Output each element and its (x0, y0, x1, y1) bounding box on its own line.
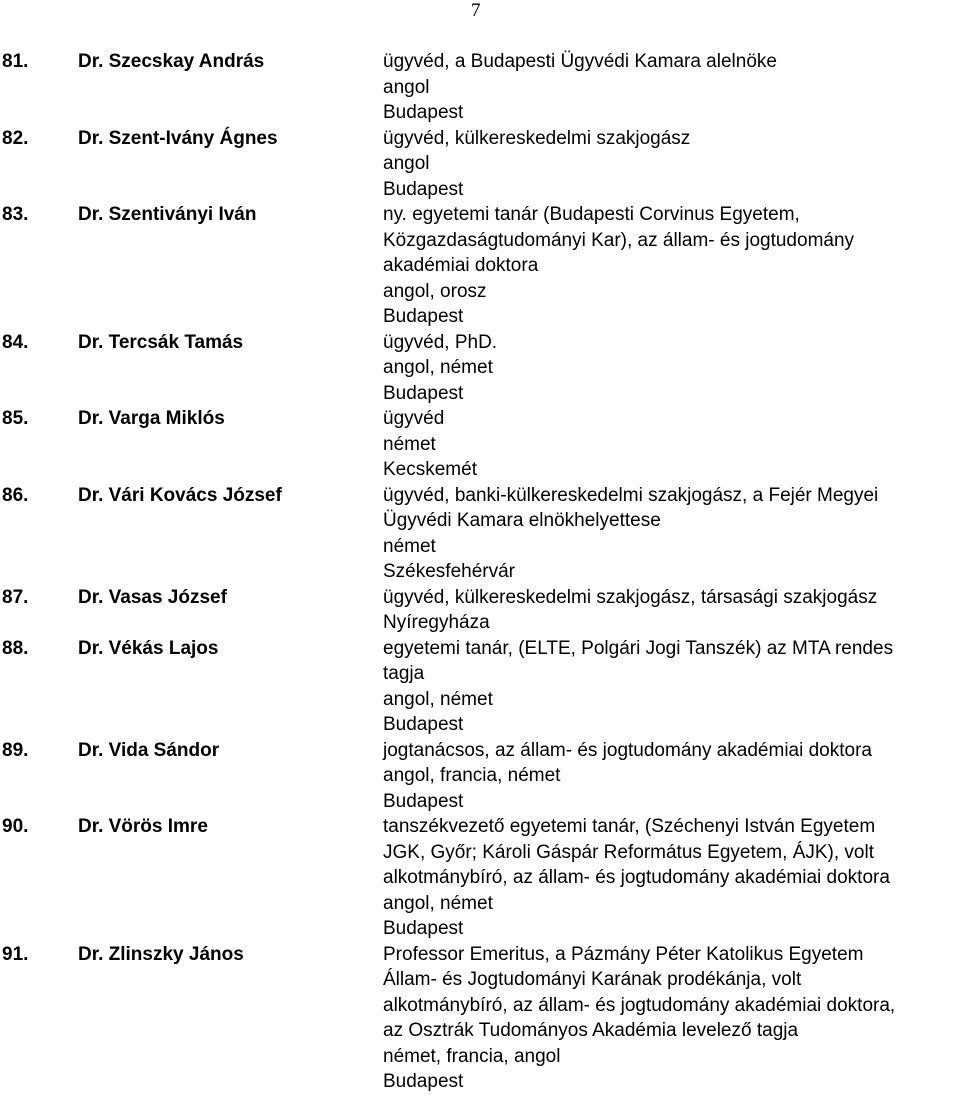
entry-details (383, 126, 960, 203)
entry-details (383, 406, 960, 483)
entry-name: Dr. Vida Sándor (78, 739, 220, 761)
entry-heading (0, 49, 383, 126)
entry-detail-line: JGK, Győr; Károli Gáspár Református Egyetem, ÁJK), volt (383, 841, 874, 863)
entry-name: Dr. Vasas József (78, 586, 227, 608)
entry-detail-line: ügyvéd, a Budapesti Ügyvédi Kamara alelnöke (383, 51, 777, 72)
entry-heading (0, 942, 383, 1095)
entry-details (383, 814, 960, 942)
entry-number: 91. (2, 943, 29, 965)
entry-heading (0, 814, 383, 942)
entry-details (383, 330, 960, 407)
entry-detail-line: akadémiai doktora (383, 255, 539, 276)
entry-name: Dr. Tercsák Tamás (78, 331, 244, 353)
list-item (0, 636, 960, 738)
entry-detail-line: ügyvéd, külkereskedelmi szakjogász, társasági szakjogász (383, 586, 878, 608)
entry-detail-line: Budapest (383, 102, 464, 123)
entry-details (383, 738, 960, 815)
entry-number: 84. (2, 331, 29, 353)
entry-name: Dr. Vékás Lajos (78, 637, 219, 659)
entry-detail-line: Ügyvédi Kamara elnökhelyettese (383, 510, 661, 531)
entry-detail-line: Közgazdaságtudományi Kar), az állam- és jogtudomány (383, 229, 855, 251)
entry-detail-line: alkotmánybíró, az állam- és jogtudomány akadémiai doktora (383, 867, 890, 888)
entry-detail-line: német, francia, angol (383, 1045, 561, 1067)
entry-detail-line: Budapest (383, 714, 464, 735)
entry-detail-line: Budapest (383, 790, 464, 812)
list-item (0, 406, 960, 483)
entry-detail-line: angol, francia, német (383, 765, 561, 786)
entry-detail-line: német (383, 433, 436, 455)
entry-detail-line: angol, német (383, 688, 493, 710)
entry-number: 88. (2, 637, 29, 659)
page-number: 7 (471, 0, 481, 21)
entry-list (0, 49, 960, 1095)
entry-detail-line: egyetemi tanár, (ELTE, Polgári Jogi Tanszék) az MTA rendes (383, 637, 894, 659)
entry-number: 87. (2, 586, 29, 608)
entry-number: 83. (2, 204, 29, 225)
list-item (0, 330, 960, 407)
entry-details (383, 942, 960, 1095)
entry-detail-line: német (383, 535, 436, 557)
entry-number: 82. (2, 127, 29, 149)
entry-heading (0, 406, 383, 483)
entry-detail-line: alkotmánybíró, az állam- és jogtudomány akadémiai doktora, (383, 994, 896, 1016)
list-item (0, 483, 960, 585)
entry-heading (0, 202, 383, 330)
entry-detail-line: ügyvéd, külkereskedelmi szakjogász (383, 127, 691, 149)
entry-detail-line: ügyvéd, PhD. (383, 331, 498, 353)
list-item (0, 814, 960, 942)
entry-detail-line: Budapest (383, 178, 464, 200)
entry-number: 90. (2, 816, 29, 837)
entry-details (383, 202, 960, 330)
entry-detail-line: Állam- és Jogtudományi Karának prodékánja, volt (383, 969, 802, 990)
list-item (0, 942, 960, 1095)
entry-detail-line: angol, német (383, 892, 493, 914)
entry-details (383, 483, 960, 585)
entry-name: Dr. Szecskay András (78, 51, 265, 72)
entry-number: 85. (2, 408, 29, 429)
entry-name: Dr. Szent-Ivány Ágnes (78, 127, 278, 149)
entry-heading (0, 126, 383, 203)
list-item (0, 738, 960, 815)
entry-details (383, 49, 960, 126)
entry-number: 81. (2, 51, 29, 72)
entry-detail-line: angol, német (383, 357, 493, 378)
entry-detail-line: tagja (383, 663, 425, 684)
entry-detail-line: angol, orosz (383, 280, 487, 302)
entry-name: Dr. Zlinszky János (78, 943, 244, 965)
list-item (0, 126, 960, 203)
entry-details (383, 585, 960, 636)
list-item (0, 585, 960, 636)
entry-details (383, 636, 960, 738)
entry-detail-line: Budapest (383, 918, 464, 939)
entry-heading (0, 483, 383, 585)
entry-detail-line: Nyíregyháza (383, 612, 490, 633)
entry-detail-line: Budapest (383, 382, 464, 404)
entry-detail-line: jogtanácsos, az állam- és jogtudomány akadémiai doktora (383, 739, 872, 761)
entry-detail-line: angol (383, 76, 430, 98)
entry-name: Dr. Vörös Imre (78, 816, 208, 837)
entry-heading (0, 738, 383, 815)
entry-number: 89. (2, 739, 29, 761)
entry-heading (0, 585, 383, 636)
entry-name: Dr. Vári Kovács József (78, 484, 282, 506)
entry-detail-line: tanszékvezető egyetemi tanár, (Széchenyi István Egyetem (383, 816, 876, 837)
entry-heading (0, 330, 383, 407)
entry-number: 86. (2, 484, 29, 506)
entry-detail-line: Budapest (383, 1071, 464, 1092)
entry-detail-line: ny. egyetemi tanár (Budapesti Corvinus Egyetem, (383, 204, 800, 225)
entry-detail-line: Kecskemét (383, 459, 477, 480)
entry-detail-line: az Osztrák Tudományos Akadémia levelező tagja (383, 1020, 799, 1041)
entry-detail-line: Budapest (383, 306, 464, 327)
entry-detail-line: angol (383, 153, 430, 174)
entry-detail-line: Professor Emeritus, a Pázmány Péter Katolikus Egyetem (383, 943, 864, 965)
entry-name: Dr. Varga Miklós (78, 408, 225, 429)
list-item (0, 202, 960, 330)
entry-detail-line: ügyvéd, banki-külkereskedelmi szakjogász, a Fejér Megyei (383, 484, 879, 506)
entry-name: Dr. Szentiványi Iván (78, 204, 257, 225)
entry-detail-line: Székesfehérvár (383, 561, 516, 582)
entry-heading (0, 636, 383, 738)
list-item (0, 49, 960, 126)
entry-detail-line: ügyvéd (383, 408, 445, 429)
